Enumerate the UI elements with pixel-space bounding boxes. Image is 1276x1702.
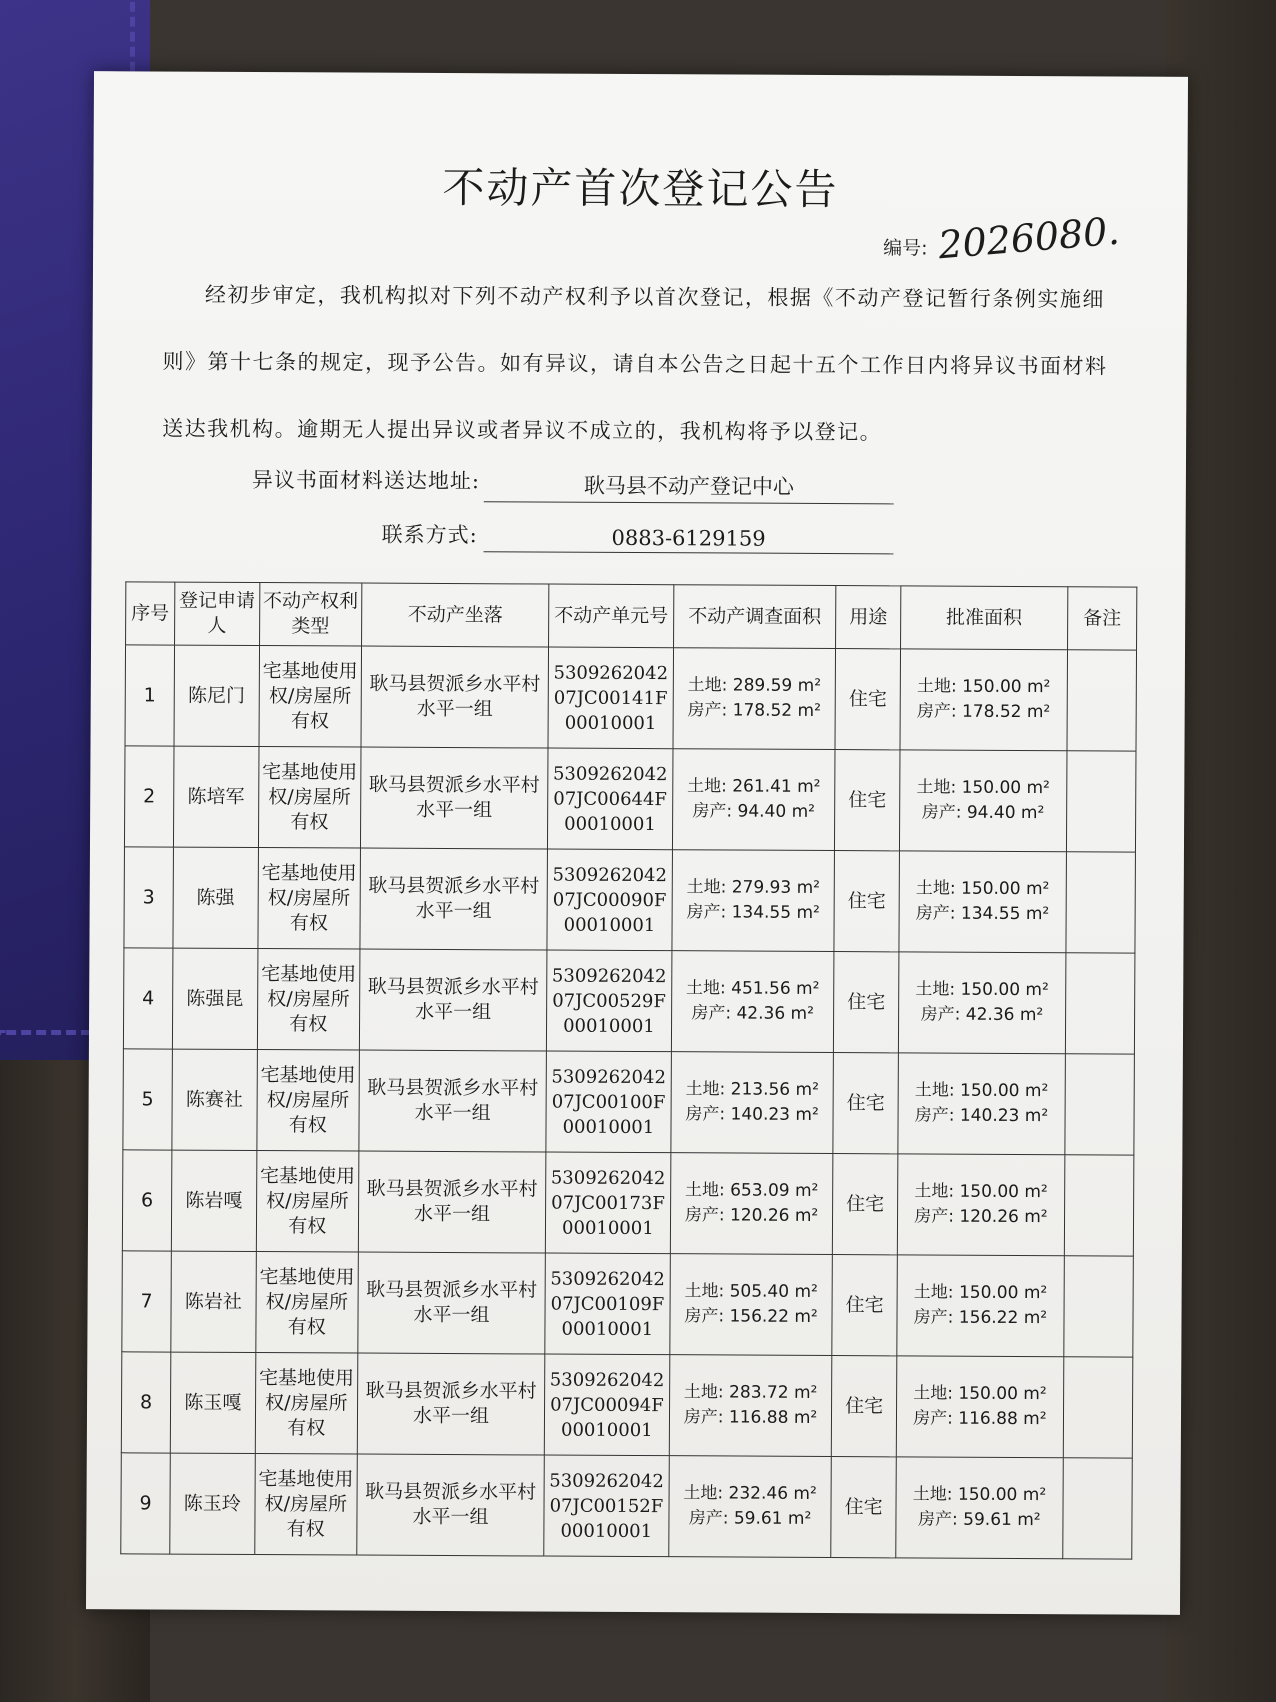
row-right-type: 宅基地使用权/房屋所有权 bbox=[256, 1050, 359, 1152]
row-no: 6 bbox=[122, 1150, 172, 1251]
row-use: 住宅 bbox=[832, 1255, 897, 1356]
row-unit-no: 530926204207JC00529F00010001 bbox=[546, 950, 671, 1052]
row-unit-no: 530926204207JC00100F00010001 bbox=[546, 1051, 671, 1153]
row-note bbox=[1066, 852, 1136, 953]
row-survey-area bbox=[672, 850, 835, 952]
row-location: 耿马县贺派乡水平村水平一组 bbox=[359, 949, 547, 1051]
survey-land: 土地: 505.40 m² bbox=[684, 1281, 818, 1302]
row-applicant: 陈岩嘎 bbox=[171, 1150, 256, 1251]
row-applicant: 陈岩社 bbox=[171, 1251, 256, 1352]
row-unit-no: 530926204207JC00173F00010001 bbox=[545, 1152, 670, 1254]
approved-house: 房产: 120.26 m² bbox=[914, 1206, 1048, 1228]
row-survey-area bbox=[671, 1052, 834, 1154]
table-row bbox=[122, 1150, 1134, 1256]
table-row bbox=[123, 948, 1135, 1054]
serial-handwritten: 2026080. bbox=[936, 208, 1121, 268]
table-row bbox=[121, 1453, 1133, 1559]
survey-house: 房产: 120.26 m² bbox=[684, 1205, 819, 1226]
row-location: 耿马县贺派乡水平村水平一组 bbox=[360, 848, 548, 950]
contact-label: 联系方式: bbox=[381, 522, 478, 548]
row-location: 耿马县贺派乡水平村水平一组 bbox=[358, 1151, 546, 1253]
table-row bbox=[125, 645, 1137, 751]
row-note bbox=[1065, 1054, 1135, 1155]
survey-land: 土地: 451.56 m² bbox=[686, 978, 820, 999]
row-no: 2 bbox=[124, 746, 174, 847]
row-approved-area bbox=[898, 952, 1066, 1054]
row-no: 1 bbox=[125, 645, 175, 746]
row-note bbox=[1063, 1357, 1133, 1458]
row-survey-area bbox=[669, 1456, 832, 1558]
header-location: 不动产坐落 bbox=[362, 583, 549, 647]
row-use: 住宅 bbox=[835, 649, 900, 750]
contact-value: 0883-6129159 bbox=[484, 525, 894, 554]
survey-land: 土地: 279.93 m² bbox=[686, 877, 821, 898]
approved-house: 房产: 178.52 m² bbox=[916, 701, 1051, 723]
header-unit-no: 不动产单元号 bbox=[549, 584, 674, 648]
header-right-type: 不动产权利类型 bbox=[259, 583, 362, 647]
row-right-type: 宅基地使用权/房屋所有权 bbox=[256, 1151, 359, 1253]
row-right-type: 宅基地使用权/房屋所有权 bbox=[255, 1353, 358, 1455]
survey-house: 房产: 59.61 m² bbox=[688, 1508, 812, 1529]
approved-land: 土地: 150.00 m² bbox=[913, 1282, 1048, 1304]
row-location: 耿马县贺派乡水平村水平一组 bbox=[360, 747, 548, 849]
table-header-row bbox=[126, 582, 1137, 650]
row-use: 住宅 bbox=[833, 1053, 898, 1154]
survey-land: 土地: 289.59 m² bbox=[687, 675, 822, 696]
approved-land: 土地: 150.00 m² bbox=[914, 1080, 1049, 1102]
survey-house: 房产: 156.22 m² bbox=[684, 1306, 818, 1327]
approved-land: 土地: 150.00 m² bbox=[912, 1484, 1047, 1506]
row-survey-area bbox=[671, 951, 834, 1053]
row-applicant: 陈培军 bbox=[173, 746, 258, 847]
notice-title: 不动产首次登记公告 bbox=[442, 162, 839, 215]
serial-label: 编号: bbox=[883, 237, 928, 260]
row-location: 耿马县贺派乡水平村水平一组 bbox=[361, 646, 549, 748]
row-use: 住宅 bbox=[831, 1457, 896, 1558]
row-use: 住宅 bbox=[834, 851, 899, 952]
survey-land: 土地: 213.56 m² bbox=[685, 1079, 819, 1100]
row-no: 5 bbox=[123, 1049, 173, 1150]
row-use: 住宅 bbox=[832, 1356, 897, 1457]
row-survey-area bbox=[670, 1153, 833, 1255]
notice-body: 经初步审定，我机构拟对下列不动产权利予以首次登记，根据《不动产登记暂行条例实施细则》第十七条的规定，现予公告。如有异议，请自本公告之日起十五个工作日内将异议书面材料送达我机构。逾期无人提出异议或者异议不成立的，我机构将予以登记。 bbox=[162, 282, 1108, 445]
row-note bbox=[1064, 1155, 1134, 1256]
row-applicant: 陈赛社 bbox=[172, 1049, 257, 1150]
survey-house: 房产: 42.36 m² bbox=[691, 1003, 814, 1024]
row-note bbox=[1063, 1458, 1133, 1559]
header-note: 备注 bbox=[1067, 587, 1136, 650]
row-approved-area bbox=[900, 649, 1068, 751]
row-use: 住宅 bbox=[833, 1154, 898, 1255]
row-applicant: 陈强 bbox=[173, 847, 258, 948]
table-row bbox=[122, 1251, 1134, 1357]
approved-house: 房产: 94.40 m² bbox=[921, 802, 1045, 824]
table-row bbox=[123, 1049, 1135, 1155]
row-survey-area bbox=[670, 1254, 833, 1356]
row-approved-area bbox=[897, 1154, 1065, 1256]
approved-house: 房产: 59.61 m² bbox=[918, 1509, 1041, 1531]
row-location: 耿马县贺派乡水平村水平一组 bbox=[359, 1050, 547, 1152]
row-approved-area bbox=[899, 750, 1067, 852]
row-note bbox=[1065, 953, 1135, 1054]
row-no: 4 bbox=[123, 948, 173, 1049]
survey-land: 土地: 261.41 m² bbox=[687, 776, 821, 797]
approved-house: 房产: 42.36 m² bbox=[920, 1004, 1044, 1026]
objection-address-label: 异议书面材料送达地址: bbox=[251, 467, 481, 494]
survey-land: 土地: 232.46 m² bbox=[683, 1483, 817, 1504]
header-survey-area: 不动产调查面积 bbox=[673, 585, 836, 649]
row-unit-no: 530926204207JC00090F00010001 bbox=[547, 849, 672, 951]
notice-sheet bbox=[86, 71, 1188, 1615]
table-row bbox=[121, 1352, 1133, 1458]
row-unit-no: 530926204207JC00152F00010001 bbox=[544, 1455, 669, 1557]
approved-house: 房产: 140.23 m² bbox=[914, 1105, 1049, 1127]
row-survey-area bbox=[673, 648, 836, 750]
row-survey-area bbox=[669, 1355, 832, 1457]
row-no: 8 bbox=[121, 1352, 171, 1453]
survey-land: 土地: 283.72 m² bbox=[683, 1382, 818, 1403]
approved-land: 土地: 150.00 m² bbox=[916, 676, 1051, 698]
row-right-type: 宅基地使用权/房屋所有权 bbox=[255, 1252, 358, 1354]
row-right-type: 宅基地使用权/房屋所有权 bbox=[258, 848, 361, 950]
row-survey-area bbox=[672, 749, 835, 851]
header-approved-area: 批准面积 bbox=[900, 586, 1067, 650]
survey-house: 房产: 178.52 m² bbox=[687, 700, 821, 721]
row-unit-no: 530926204207JC00094F00010001 bbox=[544, 1354, 669, 1456]
header-use: 用途 bbox=[836, 586, 901, 649]
row-note bbox=[1064, 1256, 1134, 1357]
table-row bbox=[124, 847, 1136, 953]
row-use: 住宅 bbox=[835, 750, 900, 851]
row-use: 住宅 bbox=[834, 952, 899, 1053]
approved-house: 房产: 134.55 m² bbox=[915, 903, 1050, 925]
header-no: 序号 bbox=[126, 582, 175, 645]
approved-house: 房产: 156.22 m² bbox=[913, 1307, 1048, 1329]
survey-house: 房产: 134.55 m² bbox=[686, 902, 820, 923]
table-row bbox=[124, 746, 1136, 852]
row-no: 3 bbox=[124, 847, 174, 948]
row-approved-area bbox=[898, 1053, 1066, 1155]
survey-house: 房产: 94.40 m² bbox=[692, 801, 816, 822]
survey-land: 土地: 653.09 m² bbox=[684, 1180, 819, 1201]
row-unit-no: 530926204207JC00644F00010001 bbox=[548, 748, 673, 850]
header-applicant: 登记申请人 bbox=[175, 582, 260, 645]
row-location: 耿马县贺派乡水平村水平一组 bbox=[357, 1353, 545, 1455]
approved-land: 土地: 150.00 m² bbox=[913, 1383, 1047, 1405]
row-approved-area bbox=[899, 851, 1067, 953]
row-right-type: 宅基地使用权/房屋所有权 bbox=[254, 1454, 357, 1556]
registration-table bbox=[120, 581, 1137, 1559]
row-applicant: 陈玉嘎 bbox=[170, 1352, 255, 1453]
objection-address-value: 耿马县不动产登记中心 bbox=[484, 469, 894, 504]
row-approved-area bbox=[896, 1457, 1064, 1559]
approved-land: 土地: 150.00 m² bbox=[914, 1181, 1048, 1203]
row-right-type: 宅基地使用权/房屋所有权 bbox=[257, 949, 360, 1051]
row-approved-area bbox=[896, 1356, 1064, 1458]
row-approved-area bbox=[897, 1255, 1065, 1357]
survey-house: 房产: 140.23 m² bbox=[685, 1104, 819, 1125]
row-no: 7 bbox=[122, 1251, 172, 1352]
row-unit-no: 530926204207JC00109F00010001 bbox=[545, 1253, 670, 1355]
row-right-type: 宅基地使用权/房屋所有权 bbox=[259, 646, 362, 748]
row-applicant: 陈强昆 bbox=[172, 948, 257, 1049]
approved-land: 土地: 150.00 m² bbox=[915, 979, 1049, 1001]
row-note bbox=[1067, 650, 1137, 751]
row-right-type: 宅基地使用权/房屋所有权 bbox=[258, 747, 361, 849]
row-no: 9 bbox=[121, 1453, 171, 1554]
row-location: 耿马县贺派乡水平村水平一组 bbox=[358, 1252, 546, 1354]
row-location: 耿马县贺派乡水平村水平一组 bbox=[357, 1454, 545, 1556]
row-applicant: 陈尼门 bbox=[174, 645, 259, 746]
row-unit-no: 530926204207JC00141F00010001 bbox=[548, 647, 673, 749]
survey-house: 房产: 116.88 m² bbox=[683, 1407, 818, 1428]
approved-land: 土地: 150.00 m² bbox=[915, 878, 1050, 900]
approved-house: 房产: 116.88 m² bbox=[913, 1408, 1047, 1430]
row-note bbox=[1066, 751, 1136, 852]
row-applicant: 陈玉玲 bbox=[170, 1453, 255, 1554]
approved-land: 土地: 150.00 m² bbox=[916, 777, 1050, 799]
